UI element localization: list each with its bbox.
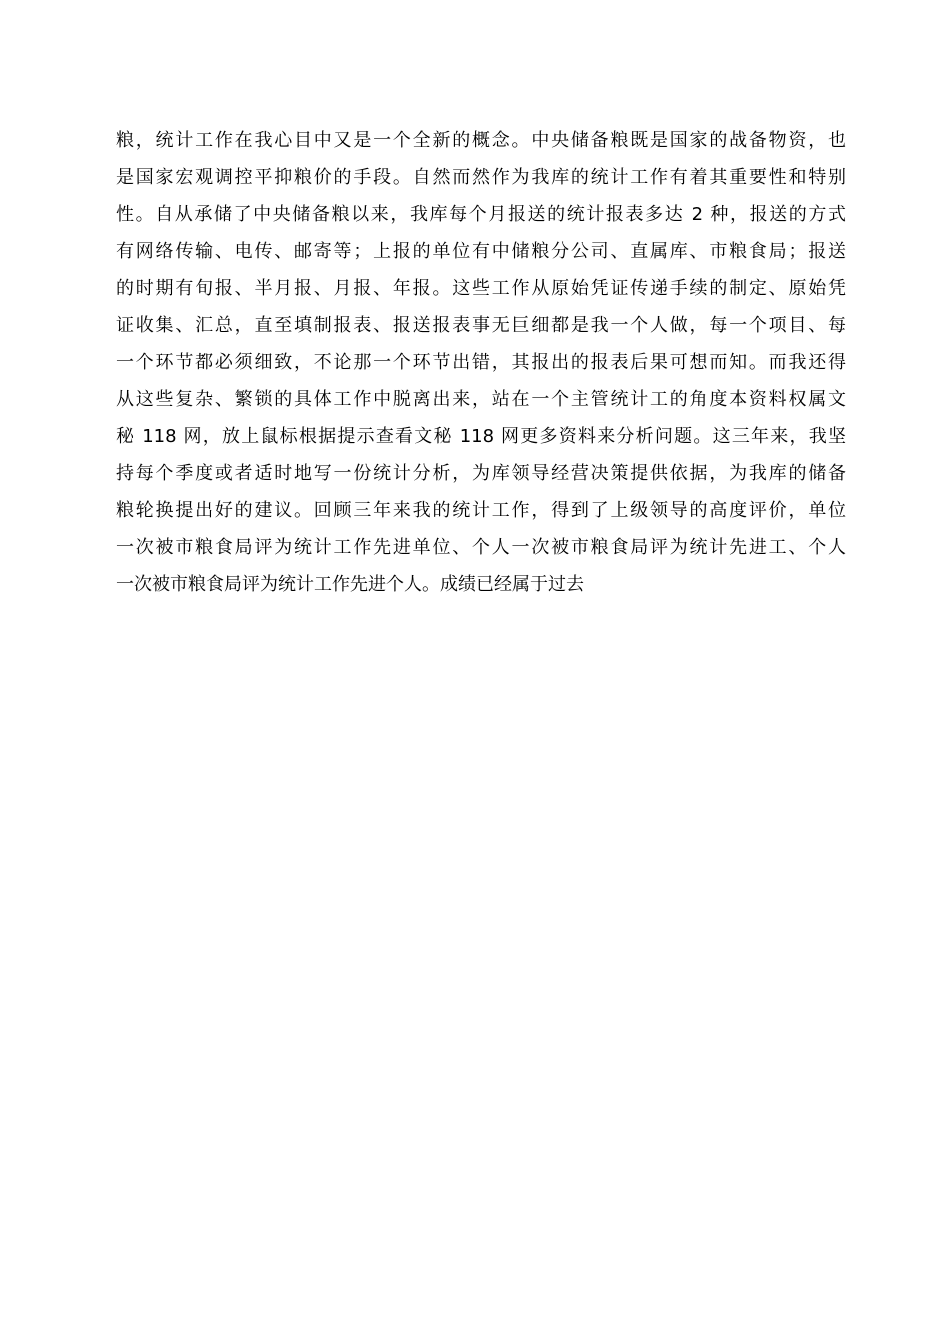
text-line-9: 秘 118 网，放上鼠标根据提示查看文秘 118 网更多资料来分析问题。这三年来，我坚 — [116, 426, 846, 447]
text-line-12: 一次被市粮食局评为统计工作先进单位、个人一次被市粮食局评为统计先进工、个人 — [116, 537, 846, 558]
text-line-7: 一个环节都必须细致，不论那一个环节出错，其报出的报表后果可想而知。而我还得 — [116, 352, 846, 373]
text-line-2: 是国家宏观调控平抑粮价的手段。自然而然作为我库的统计工作有着其重要性和特别 — [116, 167, 846, 188]
text-line-5: 的时期有旬报、半月报、月报、年报。这些工作从原始凭证传递手续的制定、原始凭 — [116, 278, 846, 299]
text-line-4: 有网络传输、电传、邮寄等；上报的单位有中储粮分公司、直属库、市粮食局；报送 — [116, 241, 846, 262]
text-line-11: 粮轮换提出好的建议。回顾三年来我的统计工作，得到了上级领导的高度评价，单位 — [116, 500, 846, 521]
text-line-8: 从这些复杂、繁锁的具体工作中脱离出来，站在一个主管统计工的角度本资料权属文 — [116, 389, 846, 410]
text-line-13: 一次被市粮食局评为统计工作先进个人。成绩已经属于过去 — [116, 574, 584, 595]
text-line-1: 粮，统计工作在我心目中又是一个全新的概念。中央储备粮既是国家的战备物资，也 — [116, 130, 846, 151]
text-line-6: 证收集、汇总，直至填制报表、报送报表事无巨细都是我一个人做，每一个项目、每 — [116, 315, 846, 336]
text-line-3: 性。自从承储了中央储备粮以来，我库每个月报送的统计报表多达 2 种，报送的方式 — [116, 204, 846, 225]
body-paragraph — [116, 122, 846, 603]
text-line-10: 持每个季度或者适时地写一份统计分析，为库领导经营决策提供依据，为我库的储备 — [116, 463, 846, 484]
